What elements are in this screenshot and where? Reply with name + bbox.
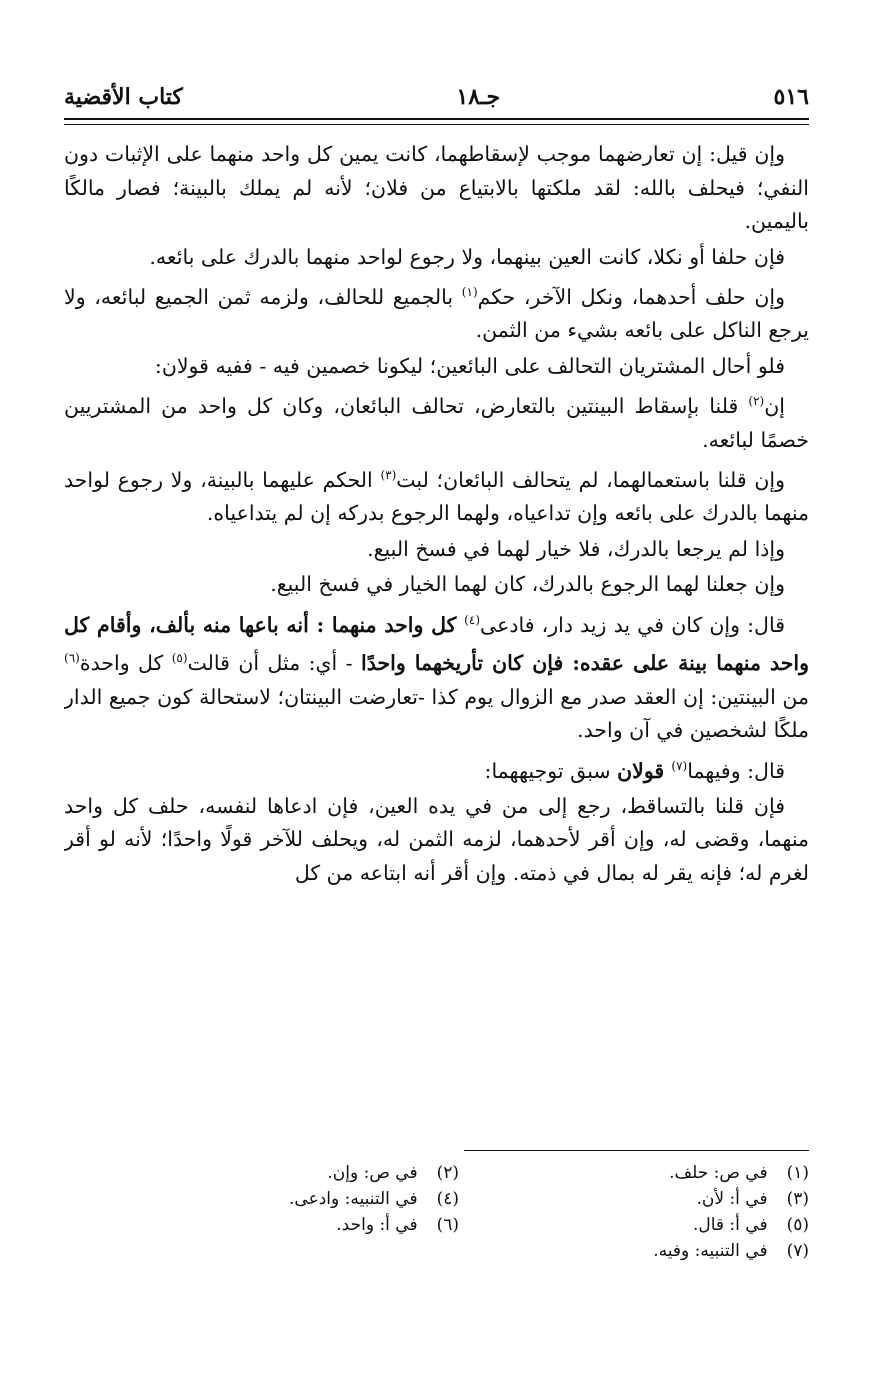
- paragraph: [64, 604, 809, 748]
- paragraph: [64, 459, 809, 531]
- text-run: قال: وفيهما: [687, 758, 785, 783]
- text-run: وإذا لم يرجعا بالدرك، فلا خيار لهما في فسخ البيع.: [367, 536, 785, 561]
- footnote-ref: (٢): [748, 394, 765, 409]
- footnote-row: [64, 1238, 809, 1264]
- paragraph: [64, 568, 809, 602]
- header-rule-thin: [64, 124, 809, 125]
- footnote: [459, 1186, 809, 1212]
- text-run: - أي: مثل أن قالت: [187, 651, 361, 676]
- paragraph: [64, 790, 809, 891]
- footnote-number: (٧): [786, 1241, 809, 1261]
- text-run: وإن قلنا باستعمالهما، لم يتحالف البائعان؛ لبت: [396, 467, 785, 492]
- text-run: فإن حلفا أو نكلا، كانت العين بينهما، ولا رجوع لواحد منهما بالدرك على بائعه.: [149, 244, 785, 269]
- running-header: [64, 70, 809, 110]
- footnote-number: (٤): [436, 1189, 459, 1209]
- text-run: الحكم عليهما بالبينة، ولا رجوع لواحد منهما بالدرك على بائعه وإن تداعياه، ولهما الرجوع بدركه إن لم يتداعياه.: [64, 467, 809, 526]
- paragraph: [64, 750, 809, 788]
- footnote-row: [64, 1160, 809, 1186]
- footnote-row: [64, 1186, 809, 1212]
- footnote-number: (٦): [436, 1215, 459, 1235]
- footnote-number: (١): [786, 1163, 809, 1183]
- footnote-text: في التنبيه: وفيه.: [653, 1241, 773, 1261]
- footnote-number: (٣): [786, 1189, 809, 1209]
- footnote-ref: (١): [461, 285, 478, 299]
- footnote-row: [64, 1212, 809, 1238]
- paragraph: [64, 350, 809, 384]
- page-number: ٥١٦: [773, 84, 809, 110]
- text-run: من البينتين: إن العقد صدر مع الزوال يوم كذا -تعارضت البينتان؛ لاستحالة كون جميع الدار ملكًا لشخصين في آن واحد.: [64, 684, 809, 743]
- text-run: فإن قلنا بالتساقط، رجع إلى من في يده العين، فإن ادعاها لنفسه، حلف كل واحد منهما، وقضى له، وإن أقر لأحدهما، لزمه الثمن له، ويحلف للآخر قولًا واحدًا؛ لأنه لو أقر لغرم له؛ فإنه يقر له بمال في ذمته. وإن أقر أنه ابتاعه من كل: [64, 793, 809, 885]
- book-title: كتاب الأقضية: [64, 84, 183, 110]
- footnote-number: (٢): [436, 1163, 459, 1183]
- footnote-text: في ص: وإن.: [327, 1163, 423, 1183]
- footnote: [109, 1212, 459, 1238]
- text-run: بالجميع للحالف، ولزمه ثمن الجميع لبائعه، ولا يرجع الناكل على بائعه بشيء من الثمن.: [64, 284, 809, 343]
- footnote-text: في أ: قال.: [692, 1215, 773, 1235]
- text-run: إن: [764, 394, 785, 419]
- text-run: قلنا بإسقاط البينتين بالتعارض، تحالف البائعان، وكان كل واحد من المشتريين خصمًا لبائعه.: [64, 394, 809, 452]
- text-run: فلو أحال المشتريان التحالف على البائعين؛ ليكونا خصمين فيه - ففيه قولان:: [154, 353, 785, 378]
- footnote-ref: (٧): [671, 758, 688, 773]
- paragraph: [64, 138, 809, 239]
- footnote-ref: (٦): [64, 651, 80, 666]
- footnote-divider: [464, 1150, 809, 1151]
- paragraph: [64, 276, 809, 348]
- text-run: وإن جعلنا لهما الرجوع بالدرك، كان لهما الخيار في فسخ البيع.: [270, 572, 785, 597]
- volume-number: جـ١٨: [456, 84, 501, 110]
- text-run: وإن حلف أحدهما، ونكل الآخر، حكم: [477, 284, 785, 309]
- footnote: [109, 1160, 459, 1186]
- bold-text: قولان: [617, 758, 672, 783]
- footnote-text: في التنبيه: وادعى.: [289, 1189, 423, 1209]
- text-run: كل واحدة: [79, 651, 172, 676]
- footnotes: [64, 1160, 809, 1300]
- footnote-number: (٥): [786, 1215, 809, 1235]
- footnote-text: في أ: لأن.: [696, 1189, 773, 1209]
- footnote-ref: (٤): [464, 612, 480, 627]
- paragraph: [64, 533, 809, 567]
- footnote-text: في أ: واحد.: [336, 1215, 423, 1235]
- footnote-ref: (٥): [171, 651, 188, 666]
- text-run: سبق توجيههما:: [484, 758, 618, 783]
- bold-text: كل واحد منهما : أنه باعها منه بألف، وأقام كل واحد منهما بينة على عقده: فإن كان تأريخهما واحدًا: [64, 612, 809, 676]
- footnote: [459, 1238, 809, 1264]
- paragraph: [64, 385, 809, 457]
- footnote: [459, 1212, 809, 1238]
- paragraph: [64, 241, 809, 275]
- header-rule-thick: [64, 118, 809, 120]
- main-text: [64, 138, 809, 1128]
- footnote-ref: (٣): [380, 468, 397, 483]
- text-run: وإن قيل: إن تعارضهما موجب لإسقاطهما، كانت يمين كل واحد منهما على الإثبات دون النفي؛ فيحلف بالله: لقد ملكتها بالابتياع من فلان؛ لأنه لم يملك بالبينة؛ فصار مالكًا باليمين.: [64, 142, 809, 233]
- footnote: [459, 1160, 809, 1186]
- text-run: قال: وإن كان في يد زيد دار، فادعى: [480, 612, 786, 637]
- footnote: [109, 1186, 459, 1212]
- footnote-text: في ص: حلف.: [669, 1163, 773, 1183]
